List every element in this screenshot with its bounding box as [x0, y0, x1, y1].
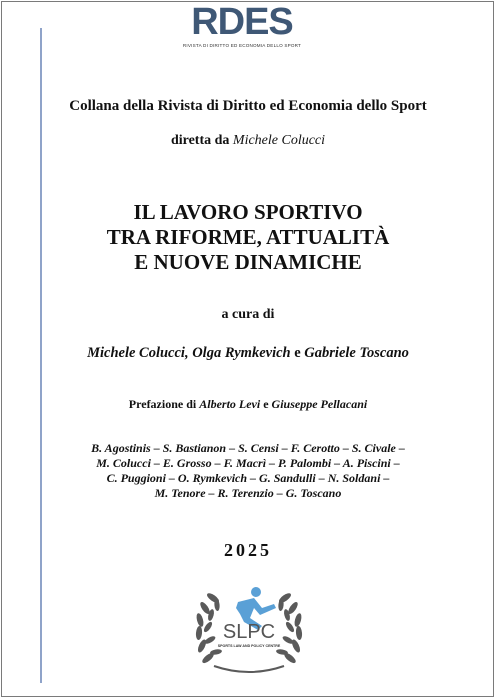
editors-conj: e: [294, 345, 301, 361]
authors-line: B. Agostinis – S. Bastianon – S. Censi – F. Cerotto – S. Civale –: [91, 441, 405, 455]
director-name: Michele Colucci: [232, 133, 326, 148]
logo-letters: RDES: [191, 1, 293, 43]
publication-year: 2025: [224, 540, 272, 560]
preface-name-1: Alberto Levi: [199, 397, 261, 411]
badge-subtitle: SPORTS LAW AND POLICY CENTRE: [217, 644, 281, 648]
edited-by-label: a cura di: [221, 307, 275, 322]
director-prefix: diretta da: [170, 133, 230, 148]
authors-line: M. Colucci – E. Grosso – F. Macrì – P. Palombi – A. Piscini –: [96, 456, 400, 470]
preface-line: [48, 397, 448, 412]
preface-conj: e: [263, 397, 269, 411]
book-title: [48, 200, 448, 275]
authors-list: [48, 441, 448, 501]
preface-name-2: Giuseppe Pellacani: [271, 397, 368, 411]
laurel-wreath-icon: [190, 578, 308, 678]
slpc-badge: [190, 578, 308, 678]
series-director: [48, 133, 448, 149]
editors-names: Michele Colucci, Olga Rymkevich: [87, 345, 291, 361]
title-line: TRA RIFORME, ATTUALITÀ: [106, 225, 390, 249]
authors-line: M. Tenore – R. Terenzio – G. Toscano: [154, 486, 342, 500]
logo-subtitle: RIVISTA DI DIRITTO ED ECONOMIA DELLO SPORT: [182, 43, 302, 48]
title-line: IL LAVORO SPORTIVO: [133, 200, 363, 224]
preface-prefix: Prefazione di: [128, 397, 197, 411]
margin-rule: [40, 28, 42, 683]
series-title: Collana della Rivista di Diritto ed Economia dello Sport: [69, 98, 427, 114]
editors: [48, 345, 448, 362]
authors-line: C. Puggioni – O. Rymkevich – G. Sandulli – N. Soldani –: [106, 471, 390, 485]
editors-last: Gabriele Toscano: [304, 345, 409, 361]
badge-letters: SLPC: [222, 621, 276, 643]
rdes-logo: [162, 1, 322, 52]
title-line: E NUOVE DINAMICHE: [134, 250, 362, 274]
